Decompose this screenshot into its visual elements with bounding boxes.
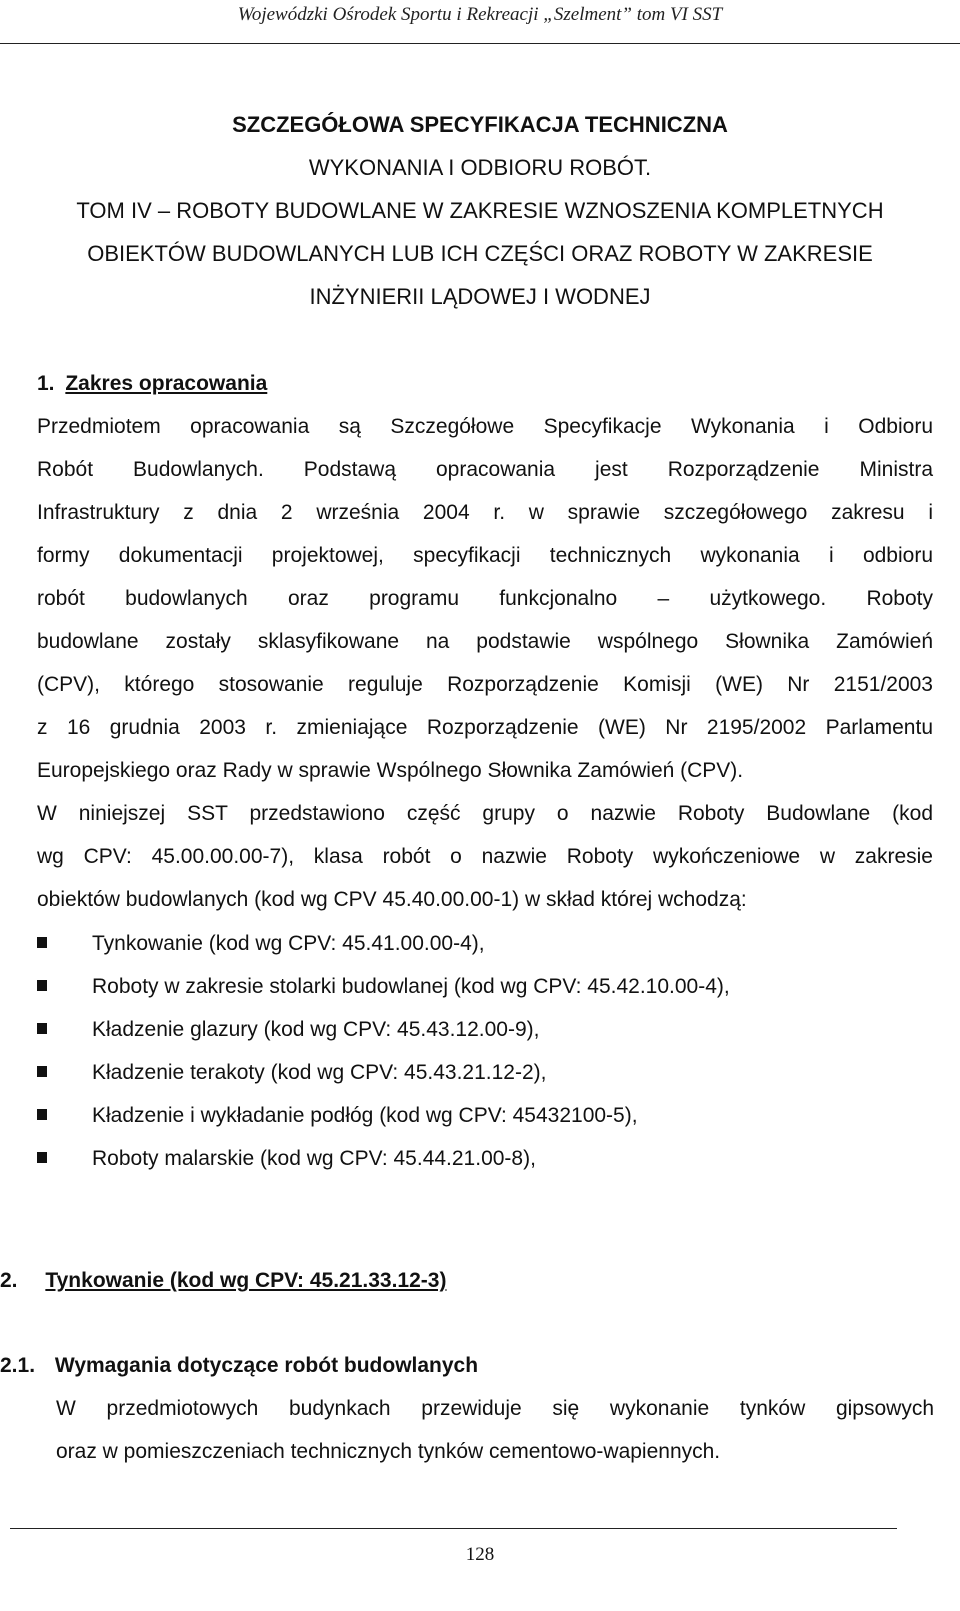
title-line-3: TOM IV – ROBOTY BUDOWLANE W ZAKRESIE WZNOSZENIA KOMPLETNYCH: [76, 198, 884, 223]
list-item: [37, 1094, 638, 1137]
title-line-4: OBIEKTÓW BUDOWLANYCH LUB ICH CZĘŚCI ORAZ ROBOTY W ZAKRESIE: [87, 241, 873, 266]
square-bullet-icon: [37, 937, 47, 948]
section-1-number: 1.: [37, 372, 55, 395]
section-1-paragraph-line: Przedmiotem opracowania są Szczegółowe Specyfikacje Wykonania i Odbioru: [37, 415, 933, 438]
section-1-paragraph-line: Robót Budowlanych. Podstawą opracowania jest Rozporządzenie Ministra: [37, 458, 933, 481]
section-1-heading: [37, 362, 267, 405]
section-2-1-paragraph-line: oraz w pomieszczeniach technicznych tynków cementowo-wapiennych.: [56, 1440, 721, 1463]
list-item-text: Kładzenie glazury (kod wg CPV: 45.43.12.00-9),: [92, 1018, 540, 1041]
section-1-paragraph-line: wg CPV: 45.00.00.00-7), klasa robót o nazwie Roboty wykończeniowe w zakresie: [37, 845, 933, 868]
page-number: 128: [465, 1544, 495, 1565]
section-1-paragraph-line: Infrastruktury z dnia 2 września 2004 r. w sprawie szczegółowego zakresu i: [37, 501, 933, 524]
list-item-text: Kładzenie i wykładanie podłóg (kod wg CPV: 45432100-5),: [92, 1104, 638, 1127]
square-bullet-icon: [37, 1109, 47, 1120]
square-bullet-icon: [37, 1023, 47, 1034]
section-1-paragraph-line: robót budowlanych oraz programu funkcjonalno – użytkowego. Roboty: [37, 587, 933, 610]
section-1-paragraph-line: z 16 grudnia 2003 r. zmieniające Rozporządzenie (WE) Nr 2195/2002 Parlamentu: [37, 716, 933, 739]
list-item-text: Kładzenie terakoty (kod wg CPV: 45.43.21.12-2),: [92, 1061, 547, 1084]
section-2-number: 2.: [0, 1269, 18, 1292]
header-rule: [0, 43, 960, 44]
title-line-1: SZCZEGÓŁOWA SPECYFIKACJA TECHNICZNA: [232, 112, 728, 137]
section-1-paragraph-line: Europejskiego oraz Rady w sprawie Wspólnego Słownika Zamówień (CPV).: [37, 759, 744, 782]
section-1-paragraph-line: obiektów budowlanych (kod wg CPV 45.40.00.00-1) w skład której wchodzą:: [37, 888, 747, 911]
section-2-1-heading: [0, 1344, 478, 1387]
list-item: [37, 1008, 539, 1051]
list-item: [37, 922, 485, 965]
section-1-paragraph-line: budowlane zostały sklasyfikowane na podstawie wspólnego Słownika Zamówień: [37, 630, 933, 653]
section-2-heading: [0, 1259, 446, 1302]
title-line-5: INŻYNIERII LĄDOWEJ I WODNEJ: [309, 284, 651, 309]
section-1-paragraph-line: formy dokumentacji projektowej, specyfikacji technicznych wykonania i odbioru: [37, 544, 933, 567]
title-line-2: WYKONANIA I ODBIORU ROBÓT.: [308, 155, 652, 180]
running-header: Wojewódzki Ośrodek Sportu i Rekreacji „Szelment” tom VI SST: [237, 4, 723, 25]
section-2-1-number: 2.1.: [0, 1354, 36, 1377]
square-bullet-icon: [37, 1152, 47, 1163]
section-2-1-title: Wymagania dotyczące robót budowlanych: [54, 1354, 479, 1377]
section-1-paragraph-line: (CPV), którego stosowanie reguluje Rozporządzenie Komisji (WE) Nr 2151/2003: [37, 673, 933, 696]
list-item: [37, 965, 730, 1008]
list-item-text: Roboty w zakresie stolarki budowlanej (kod wg CPV: 45.42.10.00-4),: [92, 975, 730, 998]
footer-rule: [10, 1528, 897, 1529]
list-item-text: Tynkowanie (kod wg CPV: 45.41.00.00-4),: [92, 932, 485, 955]
document-title: [0, 103, 960, 318]
square-bullet-icon: [37, 980, 47, 991]
list-item: [37, 1051, 546, 1094]
square-bullet-icon: [37, 1066, 47, 1077]
section-1-title: Zakres opracowania: [65, 372, 268, 395]
section-1-paragraph-line: W niniejszej SST przedstawiono część grupy o nazwie Roboty Budowlane (kod: [37, 802, 933, 825]
list-item-text: Roboty malarskie (kod wg CPV: 45.44.21.00-8),: [92, 1147, 536, 1170]
section-2-title: Tynkowanie (kod wg CPV: 45.21.33.12-3): [45, 1269, 447, 1292]
section-2-1-paragraph-line: W przedmiotowych budynkach przewiduje się wykonanie tynków gipsowych: [56, 1397, 934, 1420]
list-item: [37, 1137, 536, 1180]
